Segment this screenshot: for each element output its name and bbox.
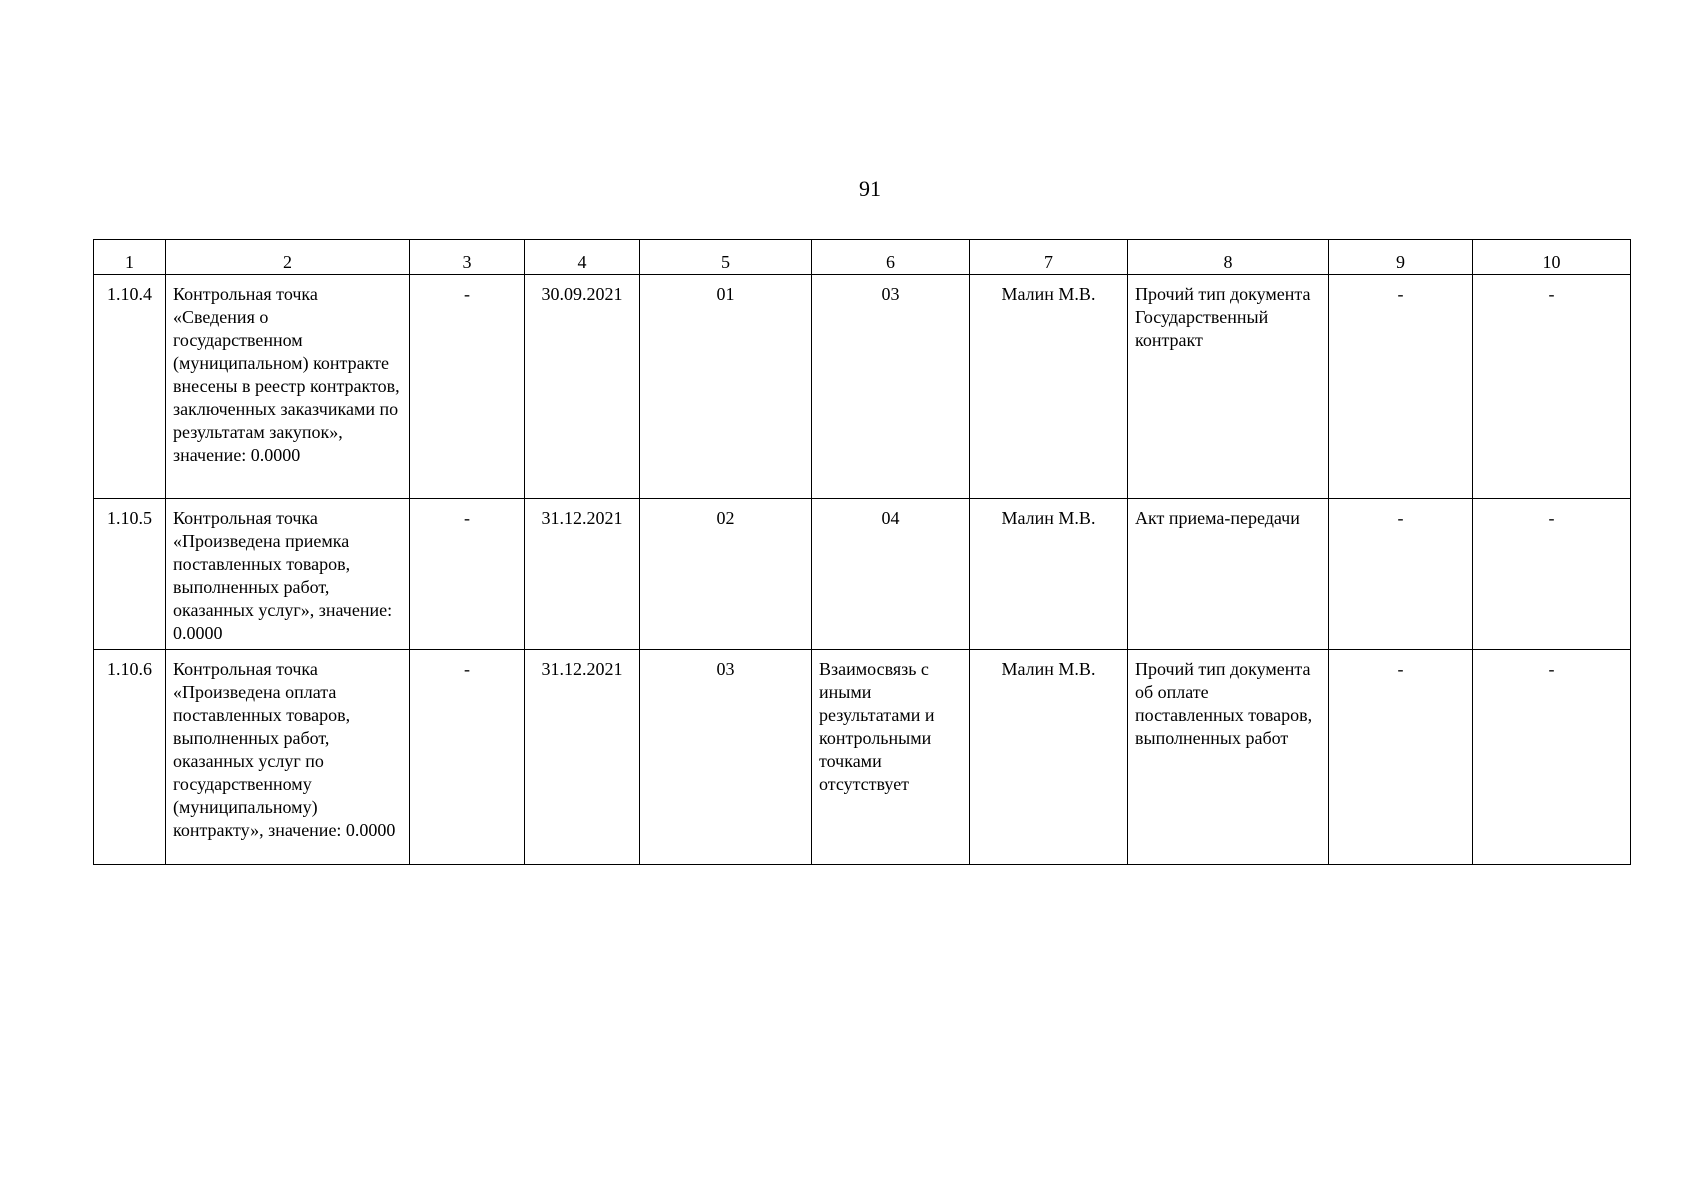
column-header: 5 <box>640 240 812 275</box>
column-header: 7 <box>970 240 1128 275</box>
row-responsible: Малин М.В. <box>970 499 1128 650</box>
row-number: 1.10.6 <box>94 650 166 865</box>
table-row <box>94 499 1631 650</box>
column-header: 10 <box>1473 240 1631 275</box>
page-number: 91 <box>859 176 881 201</box>
row-col5: 03 <box>640 650 812 865</box>
row-col3: - <box>410 650 525 865</box>
row-col6: Взаимосвязь с иными результатами и контрольными точками отсутствует <box>812 650 970 865</box>
table-row <box>94 650 1631 865</box>
row-col3: - <box>410 499 525 650</box>
table-header-row <box>94 240 1631 275</box>
row-col9: - <box>1329 650 1473 865</box>
column-header: 6 <box>812 240 970 275</box>
row-col6: 04 <box>812 499 970 650</box>
column-header: 9 <box>1329 240 1473 275</box>
control-points-table <box>93 239 1631 865</box>
row-date: 31.12.2021 <box>525 650 640 865</box>
row-date: 31.12.2021 <box>525 499 640 650</box>
row-number: 1.10.4 <box>94 275 166 499</box>
column-header: 1 <box>94 240 166 275</box>
row-document: Акт приема-передачи <box>1128 499 1329 650</box>
column-header: 8 <box>1128 240 1329 275</box>
row-description: Контрольная точка «Сведения о государственном (муниципальном) контракте внесены в реестр контрактов, заключенных заказчиками по результатам закупок», значение: 0.0000 <box>166 275 410 499</box>
column-header: 3 <box>410 240 525 275</box>
row-description: Контрольная точка «Произведена оплата поставленных товаров, выполненных работ, оказанных услуг по государственному (муниципальному) контракту», значение: 0.0000 <box>166 650 410 865</box>
row-col9: - <box>1329 275 1473 499</box>
row-date: 30.09.2021 <box>525 275 640 499</box>
row-description: Контрольная точка «Произведена приемка поставленных товаров, выполненных работ, оказанных услуг», значение: 0.0000 <box>166 499 410 650</box>
row-col10: - <box>1473 650 1631 865</box>
row-col9: - <box>1329 499 1473 650</box>
row-col3: - <box>410 275 525 499</box>
row-number: 1.10.5 <box>94 499 166 650</box>
row-col10: - <box>1473 275 1631 499</box>
table-row <box>94 275 1631 499</box>
row-document: Прочий тип документа об оплате поставленных товаров, выполненных работ <box>1128 650 1329 865</box>
row-col10: - <box>1473 499 1631 650</box>
row-col5: 02 <box>640 499 812 650</box>
row-document: Прочий тип документа Государственный контракт <box>1128 275 1329 499</box>
column-header: 4 <box>525 240 640 275</box>
row-col5: 01 <box>640 275 812 499</box>
row-responsible: Малин М.В. <box>970 650 1128 865</box>
row-responsible: Малин М.В. <box>970 275 1128 499</box>
column-header: 2 <box>166 240 410 275</box>
row-col6: 03 <box>812 275 970 499</box>
